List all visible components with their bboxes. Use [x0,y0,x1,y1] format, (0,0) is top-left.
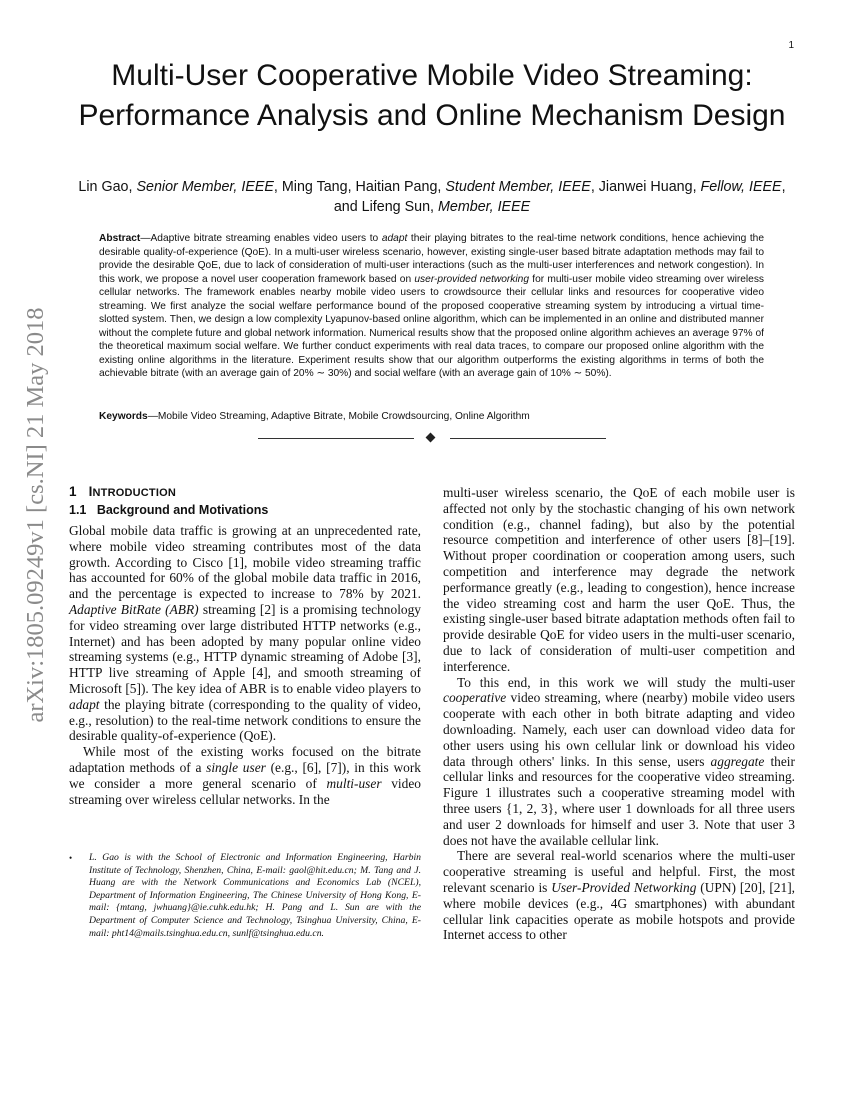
page-number: 1 [788,40,794,51]
body-emphasis: adapt [69,696,100,712]
abstract-text: of the theoretical maximum social welfare. We further conduct experiments with real data traces, to compare our proposed online algorithm with the existing online algorithms in the literature. Experiment results show that our algorithm outperforms the existing algorithms in terms of both the achievable bitrate (with an average gain of [99,327,764,379]
abstract-emphasis: user-provided networking [414,273,530,285]
abstract-math: 10% ∼ 50% [550,368,606,379]
abstract-text: ) and social welfare (with an average gain of [348,368,551,379]
body-emphasis: aggregate [710,753,765,769]
subsection-title: Background and Motivations [96,503,269,517]
keywords-label: Keywords [99,411,148,422]
body-emphasis: User-Provided Networking [551,879,697,895]
body-text: the playing bitrate (corresponding to the quality of video, e.g., resolution) to the real-time network conditions to ensure the desirable quality-of-experience (QoE). [69,696,421,744]
subsection-heading [69,503,421,517]
footnote-text: L. Gao is with the School of Electronic and Information Engineering, Harbin Institute of Technology, Shenzhen, China, E-mail: gaol@hit.edu.cn; M. Tang and J. Huang are with the Network Communications and Economics Lab (NCEL), Department of Information Engineering, The Chinese University of Hong Kong, E-mail: {mtang, jwhuang}@ie.cuhk.edu.hk; H. Pang and L. Sun are with the Department of Computer Science and Technology, Tsinghua University, China, E-mail: pht14@mails.tsinghua.edu.cn, sunlf@tsinghua.edu.cn. [89,852,421,939]
body-text: video streaming, where (nearby) mobile video users cooperate with each other in both bitrate adapting and video downloading. Namely, each user can download video data for other users using his own cellular link or download his video data through others' links. In this sense, users [443,690,795,769]
abstract [99,232,764,381]
author-name: Lin Gao [78,179,129,195]
author-name: Haitian Pang [355,179,438,195]
subsection-number: 1.1 [69,503,87,517]
body-text: their cellular links and resources for the cooperative video streaming. Figure 1 illustrates such a cooperative streaming model with three users {1, 2, 3}, where user 1 downloads for all three users and user 2 downloads for himself and user 3. Note that user 3 does not have the available cellular link. [443,753,795,848]
arxiv-stamp [18,295,54,735]
diamond-ornament-icon [426,433,436,443]
author-name: Lifeng Sun [361,199,431,215]
section-number: 1 [69,484,77,499]
author-role: Student Member, IEEE [445,179,591,195]
footnote-bullet: • [69,853,73,863]
body-emphasis: multi-user [326,775,382,791]
author-name: Ming Tang [281,179,348,195]
section-heading [69,484,421,499]
body-text: (e.g., [6], [7]), in this work we consider a more general scenario of [69,759,421,791]
left-column [69,484,421,807]
abstract-emphasis: adapt [381,233,408,244]
body-paragraph [69,744,421,807]
keywords-text: —Mobile Video Streaming, Adaptive Bitrate, Mobile Crowdsourcing, Online Algorithm [147,411,530,422]
body-paragraph: multi-user wireless scenario, the QoE of each mobile user is affected not only by the stochastic changing of his own network condition (e.g., channel fading), but also by the potential resource competition and interference of other users [8]–[19]. Without proper coordination or cooperation among users, such competition and interference may degrade the network performance greatly (e.g., leading to congestion), hence increase the video streaming cost and harm the user QoE. Thus, the existing single-user based bitrate adaptation methods often fail to provide desirable QoE for video users in the multi-user scenario, due to lack of consideration of multi-user competition and interference. [443,485,795,674]
abstract-label: Abstract [99,233,141,244]
body-text: There are several real-world scenarios where the multi-user cooperative streaming is useful and helpful. First, the most relevant scenario is [443,848,795,895]
body-text: video streaming over wireless cellular networks. In the [69,775,421,807]
abstract-text: their playing bitrates to the real-time network conditions, hence achieving the desirable quality-of-experience (QoE). In a multi-user wireless scenario, however, existing single-user based bitrate adaptation methods may fail to provide the desirable QoE, due to lack of consideration of multi-user interactions (such as the multi-user interferences and network congestion). In this work, we propose a novel user cooperation framework based on [99,233,765,285]
author-role: Fellow, IEEE [700,179,782,195]
keywords [99,410,764,424]
body-paragraph [443,848,795,943]
abstract-text: ). [605,368,612,379]
body-paragraph [69,523,421,744]
author-role: Member, IEEE [437,199,531,215]
body-paragraph [443,675,795,849]
body-text: streaming [2] is a promising technology for video streaming over large distributed HTTP networks (e.g., Internet) and has been adopted by many popular online video streaming systems (e.g., HTTP dynamic streaming of Adobe [3], HTTP live streaming of Apple [4], and smooth streaming of Microsoft [5]). The key idea of ABR is to enable video players to [69,601,422,696]
paper-title: Multi-User Cooperative Mobile Video Streaming: Performance Analysis and Online Mechanism Design [78,59,786,132]
abstract-math: 97% [732,327,753,339]
abstract-text: for multi-user mobile video streaming over wireless cellular networks. The framework enables nearby mobile video users to crowdsource their cellular links and resources for cooperative video streaming. We first analyze the social welfare performance bound of the proposed cooperative streaming system by introducing a virtual time-slotted system. Then, we design a low complexity Lyapunov-based online algorithm, which can be implemented in an online and distributed manner without the complete future and global network information. Numerical results show that the proposed online algorithm achieves an average [99,273,765,339]
body-emphasis: cooperative [443,690,507,706]
body-emphasis: Adaptive BitRate (ABR) [69,601,199,617]
body-text: (UPN) [20], [21], where mobile devices (e.g., 4G smartphones) with abundant cellular link capacities operate as mobile hotspots and provide Internet access to other [443,879,795,943]
right-column [443,485,795,943]
divider-rule-left [258,438,414,439]
divider-rule-right [450,438,606,439]
body-text: To this end, in this work we will study the multi-user [457,674,795,690]
body-text: Global mobile data traffic is growing at an unprecedented rate, where mobile video streaming contributes most of the data growth. According to Cisco [1], mobile video streaming traffic has accounted for 60% of the global mobile data traffic in 2016, and the percentage is expected to increase to 78% by 2021. [69,523,421,602]
section-divider [258,431,606,447]
arxiv-identifier: arXiv:1805.09249v1 [cs.NI] 21 May 2018 [22,307,49,723]
body-text: While most of the existing works focused on the bitrate adaptation methods of a [69,744,421,775]
section-title-initial: I [88,484,93,499]
author-role: Senior Member, IEEE [136,179,274,195]
body-emphasis: single user [206,759,266,775]
author-name: Jianwei Huang [598,179,693,195]
section-title-rest: NTRODUCTION [92,487,177,499]
affiliation-footnote [69,852,421,940]
author-list: Lin Gao, Senior Member, IEEE, Ming Tang, Haitian Pang, Student Member, IEEE, Jianwei Huang, Fellow, IEEE, and Lifeng Sun, Member, IEEE [78,179,786,215]
abstract-math: 20% ∼ 30% [293,368,349,379]
abstract-text: —Adaptive bitrate streaming enables video users to [140,233,382,244]
